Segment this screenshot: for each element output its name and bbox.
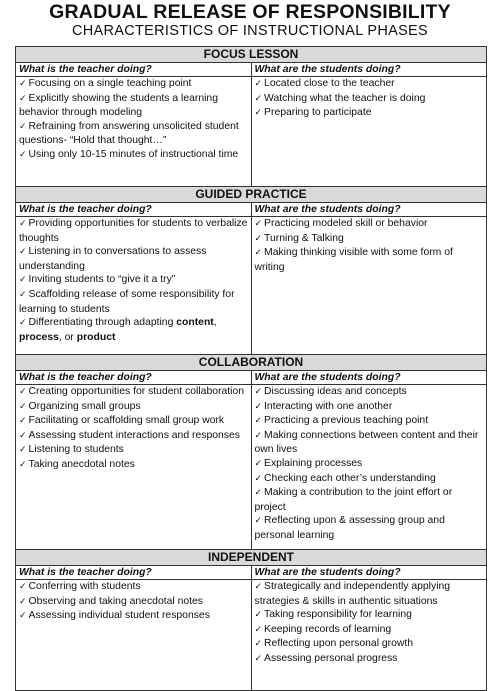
checklist-item [19, 217, 248, 245]
checklist-item [255, 486, 484, 514]
phases-table [15, 46, 487, 691]
document-title: GRADUAL RELEASE OF RESPONSIBILITY [49, 1, 451, 23]
teacher-actions-cell [16, 580, 252, 691]
item-text: Interacting with one another [264, 400, 393, 412]
column-header-row [16, 203, 487, 217]
item-text: Discussing ideas and concepts [264, 386, 407, 397]
item-text: Listening to students [28, 444, 124, 456]
item-text: Watching what the teacher is doing [264, 92, 426, 104]
teacher-column-header: What is the teacher doing? [16, 371, 252, 385]
checklist-item [255, 457, 484, 472]
checklist-item [19, 288, 248, 316]
item-text: , [213, 317, 217, 329]
item-text: Creating opportunities for student collaboration [28, 386, 244, 397]
checklist-item [255, 106, 484, 121]
checklist-item [255, 608, 484, 623]
teacher-actions-cell [16, 217, 252, 355]
checklist-item [255, 246, 484, 274]
student-actions-cell [251, 217, 487, 355]
item-text: Making connections between content and their own lives [254, 429, 479, 456]
student-actions-cell [251, 77, 487, 187]
item-text: Checking each other’s understanding [264, 472, 436, 484]
students-column-header: What are the students doing? [251, 63, 487, 77]
item-text: Scaffolding release of some responsibility for learning to students [19, 288, 235, 315]
checklist-item [255, 217, 484, 232]
checklist-item [255, 472, 484, 487]
item-text: Practicing modeled skill or behavior [264, 218, 428, 229]
item-text: Organizing small groups [28, 400, 141, 412]
item-text: Differentiating through adapting [28, 317, 177, 329]
checklist-item [19, 245, 248, 273]
checklist-item [19, 443, 248, 458]
checklist-item [19, 414, 248, 429]
checklist-item [255, 623, 484, 638]
section-content-row [16, 385, 487, 550]
item-text: Keeping records of learning [264, 623, 392, 635]
checklist-item [19, 400, 248, 415]
section-header-row [16, 550, 487, 566]
section-content-row [16, 77, 487, 187]
section-title-guided-practice: GUIDED PRACTICE [16, 187, 487, 203]
checklist-item [255, 414, 484, 429]
column-header-row [16, 566, 487, 580]
section-title-focus-lesson: FOCUS LESSON [16, 47, 487, 63]
section-title-independent: INDEPENDENT [16, 550, 487, 566]
item-text: Refraining from answering unsolicited student questions- “Hold that thought…” [19, 120, 239, 147]
item-text: , or [58, 331, 77, 343]
item-text: Explicitly showing the students a learning behavior through modeling [19, 92, 218, 119]
section-content-row [16, 217, 487, 355]
item-text: Explaining processes [264, 457, 363, 469]
students-column-header: What are the students doing? [251, 203, 487, 217]
item-text: Focusing on a single teaching point [28, 78, 192, 89]
section-content-row [16, 580, 487, 691]
checklist-item [19, 273, 248, 288]
column-header-row [16, 63, 487, 77]
student-actions-cell [251, 385, 487, 550]
document-subtitle: CHARACTERISTICS OF INSTRUCTIONAL PHASES [72, 23, 428, 39]
item-text: Located close to the teacher [264, 78, 395, 89]
section-header-row [16, 355, 487, 371]
emphasized-term: process [19, 331, 59, 343]
teacher-column-header: What is the teacher doing? [16, 203, 252, 217]
checklist-item [255, 652, 484, 667]
item-text: Listening in to conversations to assess understanding [19, 246, 207, 272]
section-header-row [16, 47, 487, 63]
item-text: Facilitating or scaffolding small group work [28, 415, 225, 427]
item-text: Observing and taking anecdotal notes [28, 595, 203, 607]
checklist-item [19, 120, 248, 148]
checklist-item [19, 580, 248, 595]
section-header-row [16, 187, 487, 203]
item-text: Making thinking visible with some form of writing [254, 247, 453, 273]
item-text: Making a contribution to the joint effort or project [254, 487, 453, 513]
item-text: Using only 10-15 minutes of instructional time [28, 148, 239, 160]
emphasized-term: product [76, 331, 116, 343]
checklist-item [19, 77, 248, 92]
checklist-item [255, 92, 484, 107]
item-text: Strategically and independently applying strategies & skills in authentic situations [254, 581, 451, 607]
section-title-collaboration: COLLABORATION [16, 355, 487, 371]
checklist-item [255, 400, 484, 415]
item-text: Assessing individual student responses [28, 610, 210, 622]
item-text: Providing opportunities for students to verbalize thoughts [19, 218, 248, 244]
item-text: Assessing student interactions and responses [28, 429, 240, 441]
item-text: Preparing to participate [264, 107, 372, 119]
item-text: Reflecting upon personal growth [264, 638, 414, 650]
checklist-item [19, 148, 248, 163]
checklist-item [19, 458, 248, 473]
item-text: Turning & Talking [264, 232, 344, 244]
teacher-actions-cell [16, 77, 252, 187]
checklist-item [255, 637, 484, 652]
checklist-item [19, 595, 248, 610]
student-actions-cell [251, 580, 487, 691]
checklist-item [255, 429, 484, 457]
students-column-header: What are the students doing? [251, 566, 487, 580]
checklist-item [19, 92, 248, 120]
item-text: Reflecting upon & assessing group and personal learning [254, 515, 445, 541]
checklist-item [19, 609, 248, 624]
item-text: Taking responsibility for learning [264, 609, 412, 621]
teacher-column-header: What is the teacher doing? [16, 63, 252, 77]
item-text: Taking anecdotal notes [28, 458, 135, 470]
checklist-item [255, 514, 484, 542]
checklist-item [255, 580, 484, 608]
checklist-item [255, 232, 484, 247]
item-text: Conferring with students [28, 581, 141, 592]
emphasized-term: content [176, 317, 214, 329]
column-header-row [16, 371, 487, 385]
item-text: Practicing a previous teaching point [264, 415, 429, 427]
item-text: Inviting students to “give it a try” [28, 274, 176, 286]
item-text: Assessing personal progress [264, 652, 398, 664]
checklist-item [19, 316, 248, 344]
checklist-item [255, 77, 484, 92]
teacher-actions-cell [16, 385, 252, 550]
teacher-column-header: What is the teacher doing? [16, 566, 252, 580]
checklist-item [19, 385, 248, 400]
checklist-item [19, 429, 248, 444]
students-column-header: What are the students doing? [251, 371, 487, 385]
checklist-item [255, 385, 484, 400]
